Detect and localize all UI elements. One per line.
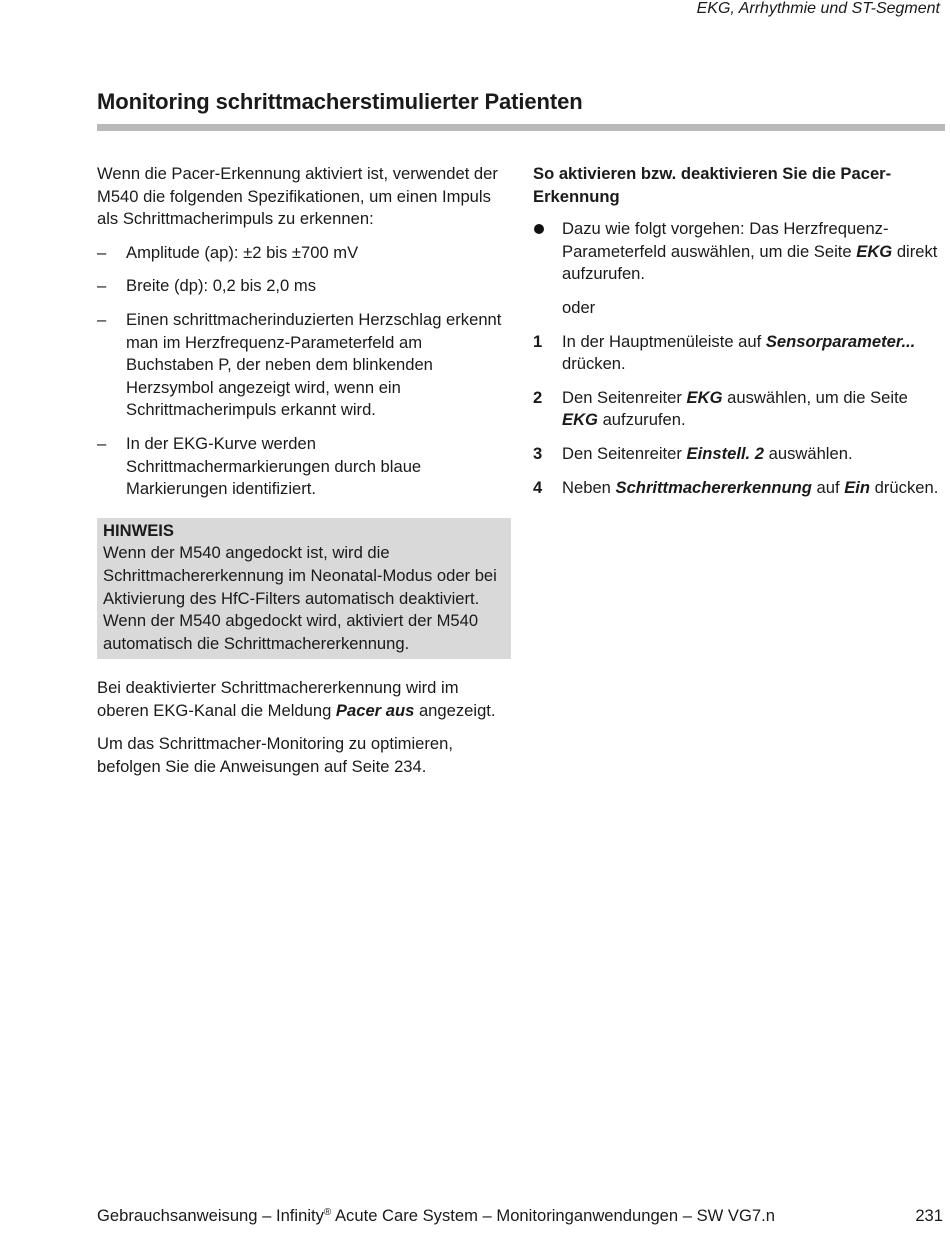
list-item <box>97 275 511 298</box>
note-text: Wenn der M540 angedockt ist, wird die Schrittmachererkennung im Neonatal-Modus oder bei Aktivierung des HfC-Filters automatisch deaktiviert. Wenn der M540 abgedockt wird, aktiviert der M540 automatisch die Schrittmachererkennung. <box>103 543 497 653</box>
note-box <box>97 518 511 660</box>
or-text: oder <box>562 297 596 317</box>
dash-marker: – <box>97 242 107 262</box>
list-item <box>97 242 511 265</box>
step-text: Neben <box>562 477 616 497</box>
step-item <box>533 477 945 500</box>
step-text: auswählen. <box>764 443 853 463</box>
list-item-text: In der EKG-Kurve werden Schrittmachermarkierungen durch blaue Markierungen identifiziert. <box>126 433 422 499</box>
step-text: auf <box>811 477 845 497</box>
step-item <box>533 331 945 376</box>
ekg-page-name: EKG <box>856 241 893 261</box>
step-emphasis: EKG <box>562 410 598 430</box>
step-text: drücken. <box>870 477 939 497</box>
step-item <box>533 387 945 432</box>
list-item-text: Amplitude (ap): ±2 bis ±700 mV <box>126 242 359 262</box>
step-text: Den Seitenreiter <box>562 443 687 463</box>
optimize-paragraph: Um das Schrittmacher-Monitoring zu optimieren, befolgen Sie die Anweisungen auf Seite 234. <box>97 734 453 777</box>
pacer-off-message: Pacer aus <box>335 700 415 720</box>
bullet-list <box>533 218 945 286</box>
list-item <box>533 218 945 286</box>
note-title: HINWEIS <box>103 520 174 540</box>
right-column <box>533 163 945 510</box>
footer-text-part: Acute Care System – Monitoringanwendungen – SW VG7.n <box>331 1206 775 1225</box>
paragraph-text: angezeigt. <box>414 700 496 720</box>
step-text: Den Seitenreiter <box>562 387 687 407</box>
footer-text-part: Gebrauchsanweisung – Infinity <box>97 1206 324 1225</box>
list-item-text: Einen schrittmacherinduzierten Herzschlag erkennt man im Herzfrequenz-Parameterfeld am Buchstaben P, der neben dem blinkenden Herzsymbol angezeigt wird, wenn ein Schrittmacherimpuls erkannt wird. <box>126 309 502 420</box>
procedure-heading: So aktivieren bzw. deaktivieren Sie die Pacer-Erkennung <box>533 164 892 206</box>
step-text: drücken. <box>562 354 626 374</box>
step-emphasis: Einstell. 2 <box>686 443 764 463</box>
step-text: aufzurufen. <box>597 410 686 430</box>
paragraph-text: Bei deaktivierter Schrittmachererkennung wird im oberen EKG-Kanal die Meldung <box>97 678 459 720</box>
title-rule <box>97 124 945 131</box>
left-column <box>97 163 511 790</box>
step-number: 2 <box>533 387 543 407</box>
step-item <box>533 443 945 466</box>
dash-marker: – <box>97 309 107 329</box>
dash-marker: – <box>97 433 107 453</box>
step-number: 3 <box>533 443 543 463</box>
bullet-icon <box>534 224 544 234</box>
intro-paragraph: Wenn die Pacer-Erkennung aktiviert ist, verwendet der M540 die folgenden Spezifikationen, um einen Impuls als Schrittmacherimpuls zu erkennen: <box>97 164 498 229</box>
list-item <box>97 309 511 422</box>
page-number: 231 <box>915 1206 943 1225</box>
list-item-text: Breite (dp): 0,2 bis 2,0 ms <box>126 276 316 296</box>
step-list <box>533 331 945 500</box>
pacer-off-paragraph <box>97 677 511 722</box>
page-footer <box>97 1205 945 1227</box>
step-number: 4 <box>533 477 543 497</box>
registered-mark: ® <box>323 1207 332 1218</box>
dash-marker: – <box>97 276 107 296</box>
list-item-text: Dazu wie folgt vorgehen: Das Herzfrequenz-Parameterfeld auswählen, um die Seite <box>562 219 889 261</box>
spec-list <box>97 242 511 501</box>
step-text: In der Hauptmenüleiste auf <box>562 331 766 351</box>
step-emphasis: Schrittmachererkennung <box>615 477 812 497</box>
step-emphasis: Ein <box>844 477 871 497</box>
step-number: 1 <box>533 331 543 351</box>
step-emphasis: Sensorparameter... <box>765 331 916 351</box>
step-emphasis: EKG <box>686 387 723 407</box>
footer-text <box>97 1206 775 1225</box>
running-header: EKG, Arrhythmie und ST-Segment <box>696 0 940 17</box>
list-item-text: direkt aufzurufen. <box>562 241 938 284</box>
list-item <box>97 433 511 501</box>
page-title: Monitoring schrittmacherstimulierter Patienten <box>97 89 583 114</box>
step-text: auswählen, um die Seite <box>722 387 908 407</box>
